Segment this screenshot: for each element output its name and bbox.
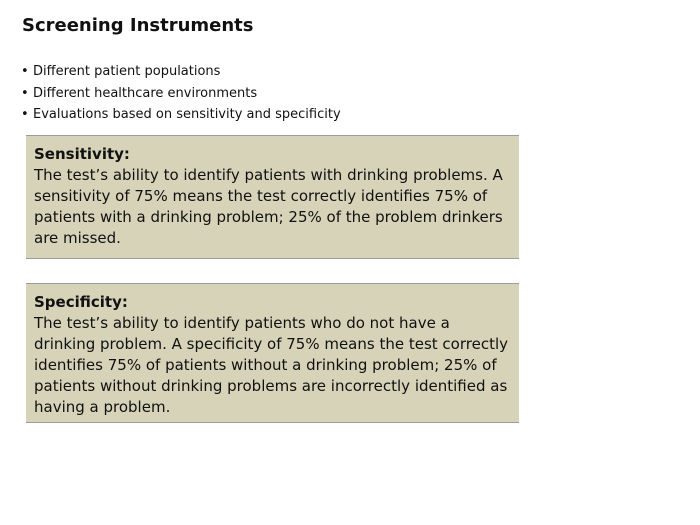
bullet-item-label: Different healthcare environments [33,85,258,101]
sensitivity-heading: Sensitivity: [34,145,130,163]
bullet-item-label: Different patient populations [33,64,221,79]
bullet-item-label: Evaluations based on sensitivity and specificity [33,107,341,122]
bullet-dot-icon: • [21,107,29,122]
specificity-description: The test’s ability to identify patients who do not have a drinking problem. A specificity of 75% means the test correctly identifies 75% of patients without a drinking problem; 25% of patients without drinking problems are incorrectly identified as having a problem. [34,314,508,416]
bullet-list [21,61,341,126]
specificity-heading: Specificity: [34,293,128,311]
bullet-item [21,61,341,83]
sensitivity-box [26,135,519,259]
bullet-dot-icon: • [21,64,29,79]
sensitivity-description: The test’s ability to identify patients with drinking problems. A sensitivity of 75% means the test correctly identifies 75% of patients with a drinking problem; 25% of the problem drinkers are missed. [34,166,503,247]
specificity-box [26,283,519,423]
bullet-item [21,104,341,126]
page-title: Screening Instruments [22,15,254,36]
bullet-item [21,83,341,105]
bullet-dot-icon: • [21,85,29,101]
